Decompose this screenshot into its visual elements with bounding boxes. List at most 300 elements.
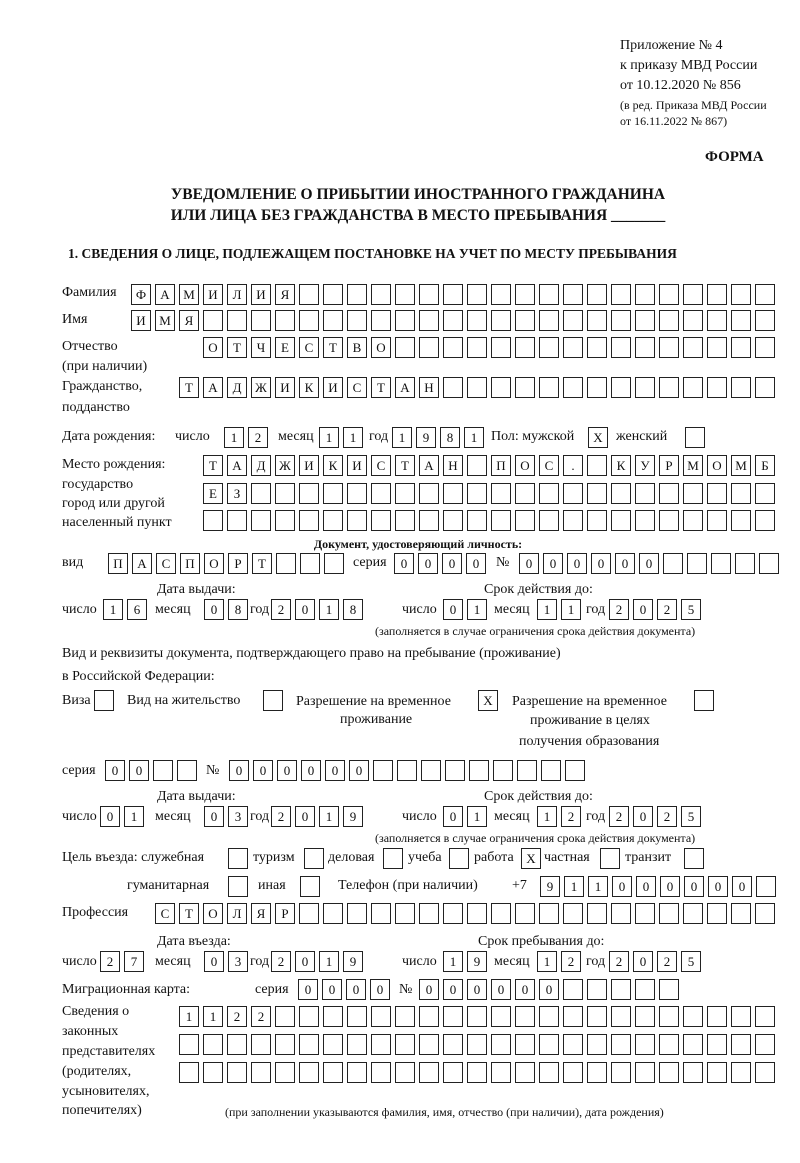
right-series-field[interactable] xyxy=(105,760,197,781)
reps-1-cell[interactable] xyxy=(323,1006,343,1027)
surname-cell[interactable] xyxy=(539,284,559,305)
reps-2-field[interactable] xyxy=(179,1034,775,1055)
right-valid-year-cell[interactable]: 2 xyxy=(657,806,677,827)
profession-cell[interactable]: Р xyxy=(275,903,295,924)
reps-1-cell[interactable] xyxy=(539,1006,559,1027)
doc-valid-year-cell[interactable]: 5 xyxy=(681,599,701,620)
doc-number-cell[interactable]: 0 xyxy=(639,553,659,574)
birthplace-1-cell[interactable] xyxy=(467,455,487,476)
stay-day-field[interactable] xyxy=(443,951,487,972)
purpose-transit-field[interactable] xyxy=(684,848,704,869)
doc-issue-month-cell[interactable]: 8 xyxy=(228,599,248,620)
birthplace-2-cell[interactable] xyxy=(275,483,295,504)
sex-female-field[interactable] xyxy=(685,427,705,448)
surname-cell[interactable]: Л xyxy=(227,284,247,305)
temp-residence-field[interactable] xyxy=(478,690,498,711)
reps-2-cell[interactable] xyxy=(659,1034,679,1055)
entry-year-cell[interactable]: 1 xyxy=(319,951,339,972)
surname-cell[interactable] xyxy=(491,284,511,305)
profession-cell[interactable] xyxy=(539,903,559,924)
reps-3-cell[interactable] xyxy=(635,1062,655,1083)
doc-valid-year-cell[interactable]: 0 xyxy=(633,599,653,620)
name-cell[interactable] xyxy=(251,310,271,331)
surname-cell[interactable] xyxy=(395,284,415,305)
profession-cell[interactable] xyxy=(347,903,367,924)
residence-checkbox[interactable] xyxy=(263,690,283,711)
birthplace-3-cell[interactable] xyxy=(299,510,319,531)
doc-valid-month-cell[interactable]: 1 xyxy=(537,599,557,620)
reps-1-cell[interactable] xyxy=(299,1006,319,1027)
profession-field[interactable] xyxy=(155,903,775,924)
patronymic-cell[interactable] xyxy=(467,337,487,358)
birthplace-2-cell[interactable] xyxy=(251,483,271,504)
doc-kind-cell[interactable]: Т xyxy=(252,553,272,574)
stay-day-cell[interactable]: 1 xyxy=(443,951,463,972)
birthplace-3-cell[interactable] xyxy=(347,510,367,531)
birthplace-3-cell[interactable] xyxy=(707,510,727,531)
birthplace-2-field[interactable] xyxy=(203,483,775,504)
patronymic-cell[interactable]: Т xyxy=(227,337,247,358)
purpose-service-field[interactable] xyxy=(228,848,248,869)
purpose-business-field[interactable] xyxy=(383,848,403,869)
reps-3-cell[interactable] xyxy=(227,1062,247,1083)
right-issue-year-cell[interactable]: 9 xyxy=(343,806,363,827)
purpose-humanitarian-checkbox[interactable] xyxy=(228,876,248,897)
mig-number-field[interactable] xyxy=(419,979,679,1000)
reps-2-cell[interactable] xyxy=(635,1034,655,1055)
surname-cell[interactable] xyxy=(707,284,727,305)
sex-female-checkbox[interactable] xyxy=(685,427,705,448)
birth-year-cell[interactable]: 1 xyxy=(392,427,412,448)
citizenship-cell[interactable] xyxy=(587,377,607,398)
right-number-cell[interactable] xyxy=(541,760,561,781)
doc-series-cell[interactable]: 0 xyxy=(466,553,486,574)
doc-kind-cell[interactable]: А xyxy=(132,553,152,574)
name-cell[interactable] xyxy=(395,310,415,331)
phone-cell[interactable]: 0 xyxy=(732,876,752,897)
doc-issue-day-cell[interactable]: 6 xyxy=(127,599,147,620)
right-number-cell[interactable]: 0 xyxy=(349,760,369,781)
citizenship-cell[interactable] xyxy=(731,377,751,398)
birthplace-2-cell[interactable] xyxy=(515,483,535,504)
residence-field[interactable] xyxy=(263,690,283,711)
doc-kind-cell[interactable] xyxy=(324,553,344,574)
right-number-cell[interactable]: 0 xyxy=(301,760,321,781)
purpose-private-field[interactable] xyxy=(600,848,620,869)
birthplace-2-cell[interactable] xyxy=(443,483,463,504)
right-series-cell[interactable] xyxy=(177,760,197,781)
birthplace-3-cell[interactable] xyxy=(611,510,631,531)
birthplace-1-cell[interactable]: Р xyxy=(659,455,679,476)
doc-number-cell[interactable]: 0 xyxy=(519,553,539,574)
right-issue-year-cell[interactable]: 2 xyxy=(271,806,291,827)
profession-cell[interactable] xyxy=(635,903,655,924)
reps-3-cell[interactable] xyxy=(587,1062,607,1083)
patronymic-cell[interactable] xyxy=(515,337,535,358)
birthplace-1-cell[interactable]: П xyxy=(491,455,511,476)
right-number-cell[interactable] xyxy=(469,760,489,781)
patronymic-cell[interactable] xyxy=(539,337,559,358)
phone-cell[interactable]: 1 xyxy=(564,876,584,897)
doc-number-cell[interactable]: 0 xyxy=(591,553,611,574)
citizenship-cell[interactable]: К xyxy=(299,377,319,398)
reps-1-cell[interactable] xyxy=(443,1006,463,1027)
doc-series-field[interactable] xyxy=(394,553,486,574)
citizenship-cell[interactable] xyxy=(515,377,535,398)
patronymic-field[interactable] xyxy=(203,337,775,358)
visa-field[interactable] xyxy=(94,690,114,711)
citizenship-field[interactable] xyxy=(179,377,775,398)
surname-cell[interactable] xyxy=(683,284,703,305)
doc-valid-year-field[interactable] xyxy=(609,599,701,620)
surname-cell[interactable]: И xyxy=(203,284,223,305)
doc-series-cell[interactable]: 0 xyxy=(394,553,414,574)
entry-month-cell[interactable]: 3 xyxy=(228,951,248,972)
birthplace-1-cell[interactable]: Н xyxy=(443,455,463,476)
doc-kind-cell[interactable] xyxy=(276,553,296,574)
right-issue-day-cell[interactable]: 1 xyxy=(124,806,144,827)
name-cell[interactable] xyxy=(683,310,703,331)
profession-cell[interactable]: Т xyxy=(179,903,199,924)
birthplace-1-cell[interactable]: М xyxy=(731,455,751,476)
birthplace-2-cell[interactable] xyxy=(731,483,751,504)
profession-cell[interactable] xyxy=(755,903,775,924)
surname-cell[interactable] xyxy=(467,284,487,305)
birthplace-3-cell[interactable] xyxy=(371,510,391,531)
doc-valid-day-field[interactable] xyxy=(443,599,487,620)
sex-male-checkbox[interactable]: X xyxy=(588,427,608,448)
birthplace-2-cell[interactable] xyxy=(467,483,487,504)
right-valid-month-field[interactable] xyxy=(537,806,581,827)
citizenship-cell[interactable] xyxy=(659,377,679,398)
name-cell[interactable] xyxy=(203,310,223,331)
purpose-tourism-checkbox[interactable] xyxy=(304,848,324,869)
doc-number-cell[interactable] xyxy=(759,553,779,574)
doc-issue-year-field[interactable] xyxy=(271,599,363,620)
reps-1-cell[interactable]: 1 xyxy=(179,1006,199,1027)
birthplace-1-cell[interactable]: А xyxy=(419,455,439,476)
phone-cell[interactable]: 0 xyxy=(660,876,680,897)
surname-cell[interactable] xyxy=(347,284,367,305)
citizenship-cell[interactable]: С xyxy=(347,377,367,398)
phone-cell[interactable]: 1 xyxy=(588,876,608,897)
birthplace-1-cell[interactable]: У xyxy=(635,455,655,476)
name-cell[interactable]: М xyxy=(155,310,175,331)
doc-valid-day-cell[interactable]: 0 xyxy=(443,599,463,620)
name-cell[interactable]: И xyxy=(131,310,151,331)
mig-number-cell[interactable]: 0 xyxy=(443,979,463,1000)
birthplace-2-cell[interactable] xyxy=(611,483,631,504)
doc-valid-day-cell[interactable]: 1 xyxy=(467,599,487,620)
reps-2-cell[interactable] xyxy=(587,1034,607,1055)
birthplace-1-cell[interactable]: А xyxy=(227,455,247,476)
reps-2-cell[interactable] xyxy=(755,1034,775,1055)
reps-2-cell[interactable] xyxy=(299,1034,319,1055)
right-issue-year-cell[interactable]: 0 xyxy=(295,806,315,827)
reps-1-cell[interactable] xyxy=(635,1006,655,1027)
birthplace-1-cell[interactable]: К xyxy=(611,455,631,476)
patronymic-cell[interactable] xyxy=(755,337,775,358)
surname-cell[interactable] xyxy=(587,284,607,305)
citizenship-cell[interactable] xyxy=(467,377,487,398)
reps-1-cell[interactable] xyxy=(515,1006,535,1027)
name-cell[interactable] xyxy=(299,310,319,331)
citizenship-cell[interactable]: А xyxy=(203,377,223,398)
mig-series-cell[interactable]: 0 xyxy=(346,979,366,1000)
citizenship-cell[interactable] xyxy=(635,377,655,398)
birthplace-1-cell[interactable]: М xyxy=(683,455,703,476)
reps-3-cell[interactable] xyxy=(203,1062,223,1083)
citizenship-cell[interactable]: Д xyxy=(227,377,247,398)
phone-cell[interactable] xyxy=(756,876,776,897)
surname-cell[interactable] xyxy=(755,284,775,305)
reps-1-field[interactable] xyxy=(179,1006,775,1027)
doc-issue-month-field[interactable] xyxy=(204,599,248,620)
birthplace-3-cell[interactable] xyxy=(515,510,535,531)
patronymic-cell[interactable]: В xyxy=(347,337,367,358)
birthplace-2-cell[interactable] xyxy=(563,483,583,504)
purpose-work-checkbox[interactable]: X xyxy=(521,848,541,869)
surname-cell[interactable] xyxy=(659,284,679,305)
entry-month-field[interactable] xyxy=(204,951,248,972)
reps-3-cell[interactable] xyxy=(539,1062,559,1083)
birthplace-2-cell[interactable] xyxy=(755,483,775,504)
reps-3-cell[interactable] xyxy=(299,1062,319,1083)
mig-number-cell[interactable] xyxy=(659,979,679,1000)
right-issue-year-field[interactable] xyxy=(271,806,363,827)
doc-valid-month-cell[interactable]: 1 xyxy=(561,599,581,620)
reps-3-cell[interactable] xyxy=(731,1062,751,1083)
reps-3-cell[interactable] xyxy=(347,1062,367,1083)
name-cell[interactable] xyxy=(707,310,727,331)
citizenship-cell[interactable] xyxy=(683,377,703,398)
surname-cell[interactable] xyxy=(299,284,319,305)
patronymic-cell[interactable] xyxy=(611,337,631,358)
doc-kind-field[interactable] xyxy=(108,553,344,574)
reps-3-cell[interactable] xyxy=(179,1062,199,1083)
birthplace-2-cell[interactable] xyxy=(491,483,511,504)
reps-2-cell[interactable] xyxy=(539,1034,559,1055)
birthplace-1-cell[interactable]: С xyxy=(371,455,391,476)
reps-3-cell[interactable] xyxy=(491,1062,511,1083)
citizenship-cell[interactable]: Т xyxy=(179,377,199,398)
entry-year-cell[interactable]: 9 xyxy=(343,951,363,972)
stay-year-cell[interactable]: 5 xyxy=(681,951,701,972)
mig-number-cell[interactable]: 0 xyxy=(419,979,439,1000)
birthplace-2-cell[interactable]: Е xyxy=(203,483,223,504)
phone-cell[interactable]: 0 xyxy=(612,876,632,897)
reps-2-cell[interactable] xyxy=(443,1034,463,1055)
reps-2-cell[interactable] xyxy=(275,1034,295,1055)
right-issue-month-cell[interactable]: 0 xyxy=(204,806,224,827)
birthplace-3-field[interactable] xyxy=(203,510,775,531)
patronymic-cell[interactable] xyxy=(563,337,583,358)
right-number-cell[interactable] xyxy=(565,760,585,781)
mig-number-cell[interactable]: 0 xyxy=(467,979,487,1000)
purpose-other-field[interactable] xyxy=(300,876,320,897)
patronymic-cell[interactable]: Е xyxy=(275,337,295,358)
birth-year-cell[interactable]: 8 xyxy=(440,427,460,448)
right-issue-day-cell[interactable]: 0 xyxy=(100,806,120,827)
name-cell[interactable] xyxy=(323,310,343,331)
birthplace-2-cell[interactable] xyxy=(323,483,343,504)
birthplace-3-cell[interactable] xyxy=(227,510,247,531)
patronymic-cell[interactable]: Ч xyxy=(251,337,271,358)
citizenship-cell[interactable]: И xyxy=(275,377,295,398)
doc-valid-year-cell[interactable]: 2 xyxy=(609,599,629,620)
purpose-other-checkbox[interactable] xyxy=(300,876,320,897)
surname-cell[interactable]: Я xyxy=(275,284,295,305)
patronymic-cell[interactable] xyxy=(491,337,511,358)
right-issue-year-cell[interactable]: 1 xyxy=(319,806,339,827)
name-cell[interactable] xyxy=(371,310,391,331)
doc-kind-cell[interactable]: П xyxy=(108,553,128,574)
patronymic-cell[interactable] xyxy=(443,337,463,358)
reps-3-cell[interactable] xyxy=(659,1062,679,1083)
mig-number-cell[interactable] xyxy=(587,979,607,1000)
doc-issue-year-cell[interactable]: 1 xyxy=(319,599,339,620)
reps-1-cell[interactable] xyxy=(659,1006,679,1027)
right-valid-year-cell[interactable]: 5 xyxy=(681,806,701,827)
profession-cell[interactable] xyxy=(707,903,727,924)
doc-number-cell[interactable] xyxy=(711,553,731,574)
doc-number-cell[interactable]: 0 xyxy=(615,553,635,574)
edu-residence-checkbox[interactable] xyxy=(694,690,714,711)
citizenship-cell[interactable] xyxy=(755,377,775,398)
name-cell[interactable] xyxy=(635,310,655,331)
doc-number-cell[interactable] xyxy=(687,553,707,574)
birthplace-3-cell[interactable] xyxy=(491,510,511,531)
purpose-business-checkbox[interactable] xyxy=(383,848,403,869)
citizenship-cell[interactable]: Н xyxy=(419,377,439,398)
reps-3-field[interactable] xyxy=(179,1062,775,1083)
reps-1-cell[interactable] xyxy=(491,1006,511,1027)
surname-cell[interactable] xyxy=(563,284,583,305)
name-cell[interactable] xyxy=(755,310,775,331)
patronymic-cell[interactable] xyxy=(419,337,439,358)
entry-year-field[interactable] xyxy=(271,951,363,972)
birthplace-2-cell[interactable] xyxy=(539,483,559,504)
citizenship-cell[interactable]: Ж xyxy=(251,377,271,398)
birthplace-3-cell[interactable] xyxy=(539,510,559,531)
reps-3-cell[interactable] xyxy=(563,1062,583,1083)
doc-issue-year-cell[interactable]: 8 xyxy=(343,599,363,620)
stay-month-field[interactable] xyxy=(537,951,581,972)
profession-cell[interactable] xyxy=(491,903,511,924)
reps-2-cell[interactable] xyxy=(395,1034,415,1055)
reps-3-cell[interactable] xyxy=(371,1062,391,1083)
right-issue-month-field[interactable] xyxy=(204,806,248,827)
patronymic-cell[interactable] xyxy=(587,337,607,358)
citizenship-cell[interactable] xyxy=(563,377,583,398)
name-cell[interactable] xyxy=(539,310,559,331)
birth-day-field[interactable] xyxy=(224,427,268,448)
mig-series-cell[interactable]: 0 xyxy=(322,979,342,1000)
surname-cell[interactable] xyxy=(515,284,535,305)
birthplace-2-cell[interactable] xyxy=(683,483,703,504)
reps-3-cell[interactable] xyxy=(443,1062,463,1083)
patronymic-cell[interactable] xyxy=(659,337,679,358)
doc-issue-month-cell[interactable]: 0 xyxy=(204,599,224,620)
doc-issue-year-cell[interactable]: 0 xyxy=(295,599,315,620)
entry-month-cell[interactable]: 0 xyxy=(204,951,224,972)
profession-cell[interactable] xyxy=(683,903,703,924)
birthplace-2-cell[interactable] xyxy=(395,483,415,504)
reps-1-cell[interactable] xyxy=(707,1006,727,1027)
birth-month-cell[interactable]: 1 xyxy=(319,427,339,448)
purpose-tourism-field[interactable] xyxy=(304,848,324,869)
right-issue-month-cell[interactable]: 3 xyxy=(228,806,248,827)
profession-cell[interactable] xyxy=(371,903,391,924)
birthplace-3-cell[interactable] xyxy=(467,510,487,531)
right-valid-year-field[interactable] xyxy=(609,806,701,827)
mig-number-cell[interactable] xyxy=(611,979,631,1000)
profession-cell[interactable] xyxy=(323,903,343,924)
reps-3-cell[interactable] xyxy=(515,1062,535,1083)
entry-year-cell[interactable]: 2 xyxy=(271,951,291,972)
right-number-cell[interactable]: 0 xyxy=(325,760,345,781)
doc-kind-cell[interactable]: П xyxy=(180,553,200,574)
reps-2-cell[interactable] xyxy=(611,1034,631,1055)
phone-cell[interactable]: 9 xyxy=(540,876,560,897)
reps-3-cell[interactable] xyxy=(683,1062,703,1083)
reps-2-cell[interactable] xyxy=(467,1034,487,1055)
reps-1-cell[interactable] xyxy=(683,1006,703,1027)
name-cell[interactable] xyxy=(467,310,487,331)
birthplace-2-cell[interactable] xyxy=(635,483,655,504)
profession-cell[interactable] xyxy=(515,903,535,924)
surname-cell[interactable]: А xyxy=(155,284,175,305)
purpose-work-field[interactable] xyxy=(521,848,541,869)
surname-cell[interactable] xyxy=(611,284,631,305)
reps-2-cell[interactable] xyxy=(707,1034,727,1055)
birth-day-cell[interactable]: 2 xyxy=(248,427,268,448)
purpose-study-field[interactable] xyxy=(449,848,469,869)
purpose-private-checkbox[interactable] xyxy=(600,848,620,869)
name-cell[interactable] xyxy=(659,310,679,331)
reps-1-cell[interactable]: 2 xyxy=(251,1006,271,1027)
reps-2-cell[interactable] xyxy=(251,1034,271,1055)
birthplace-2-cell[interactable] xyxy=(587,483,607,504)
profession-cell[interactable] xyxy=(731,903,751,924)
stay-year-cell[interactable]: 2 xyxy=(609,951,629,972)
purpose-transit-checkbox[interactable] xyxy=(684,848,704,869)
birthplace-2-cell[interactable] xyxy=(419,483,439,504)
profession-cell[interactable] xyxy=(611,903,631,924)
birthplace-1-cell[interactable]: И xyxy=(299,455,319,476)
right-valid-day-cell[interactable]: 1 xyxy=(467,806,487,827)
purpose-humanitarian-field[interactable] xyxy=(228,876,248,897)
reps-1-cell[interactable] xyxy=(275,1006,295,1027)
surname-field[interactable] xyxy=(131,284,775,305)
doc-kind-cell[interactable] xyxy=(300,553,320,574)
right-number-cell[interactable] xyxy=(421,760,441,781)
patronymic-cell[interactable] xyxy=(635,337,655,358)
reps-1-cell[interactable] xyxy=(467,1006,487,1027)
birthplace-3-cell[interactable] xyxy=(251,510,271,531)
temp-residence-checkbox[interactable]: X xyxy=(478,690,498,711)
reps-1-cell[interactable] xyxy=(587,1006,607,1027)
stay-year-cell[interactable]: 2 xyxy=(657,951,677,972)
stay-day-cell[interactable]: 9 xyxy=(467,951,487,972)
birthplace-3-cell[interactable] xyxy=(755,510,775,531)
birthplace-3-cell[interactable] xyxy=(587,510,607,531)
right-valid-year-cell[interactable]: 0 xyxy=(633,806,653,827)
birthplace-3-cell[interactable] xyxy=(275,510,295,531)
doc-kind-cell[interactable]: О xyxy=(204,553,224,574)
patronymic-cell[interactable]: О xyxy=(371,337,391,358)
birthplace-1-cell[interactable]: С xyxy=(539,455,559,476)
